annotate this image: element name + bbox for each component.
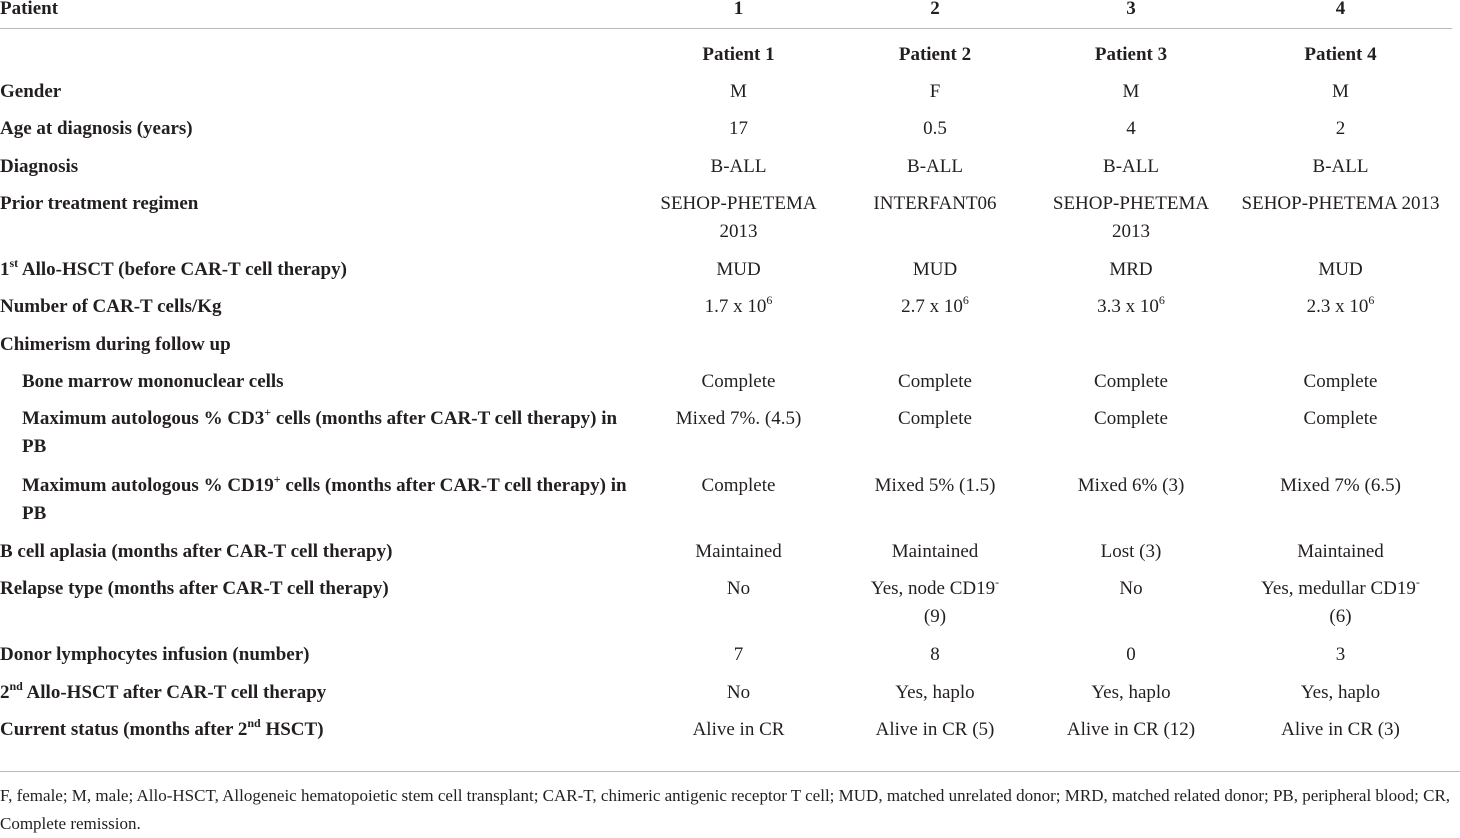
cell-value: 3.3 x 10	[1097, 296, 1159, 317]
table-row	[0, 538, 1452, 575]
table-row	[0, 575, 1452, 641]
cell-value: B-ALL	[710, 156, 767, 177]
table-row	[0, 472, 1452, 538]
cell-value: Maintained	[1297, 541, 1384, 562]
cell-patient-3	[1033, 538, 1229, 575]
cell-superscript: -	[1415, 574, 1420, 589]
row-label-post: cells (months after CAR-T cell therapy) in PB	[22, 408, 618, 457]
cell-patient-2	[837, 190, 1033, 256]
cell-patient-1	[640, 405, 837, 472]
cell-value-continued: (9)	[923, 606, 947, 627]
table-row	[0, 78, 1452, 115]
subheader-patient-4: Patient 4	[1304, 44, 1377, 65]
cell-value: Complete	[701, 371, 776, 392]
row-label	[0, 679, 640, 716]
row-label-sup: nd	[247, 715, 261, 730]
cell-patient-2	[837, 293, 1033, 331]
data-rows	[0, 78, 1452, 753]
cell-value: Complete	[701, 475, 776, 496]
cell-value: Alive in CR	[692, 719, 785, 740]
cell-patient-2	[837, 405, 1033, 472]
cell-patient-3	[1033, 153, 1229, 190]
cell-patient-4	[1229, 78, 1452, 115]
cell-value: 3	[1335, 644, 1346, 665]
cell-patient-4	[1229, 538, 1452, 575]
table-row	[0, 293, 1452, 331]
row-label-text: Diagnosis	[0, 156, 79, 177]
cell-patient-2	[837, 575, 1033, 641]
row-label-text: Chimerism during follow up	[0, 334, 231, 355]
cell-patient-3	[1033, 115, 1229, 153]
cell-value: Mixed 7% (6.5)	[1280, 475, 1401, 496]
cell-value: MUD	[716, 259, 761, 280]
cell-value: Yes, node CD19	[870, 578, 996, 599]
cell-value: No	[726, 578, 751, 599]
cell-patient-1	[640, 575, 837, 641]
row-label	[0, 293, 640, 331]
cell-value: B-ALL	[1103, 156, 1159, 177]
row-label	[0, 716, 640, 753]
row-label-pre: 1	[0, 259, 10, 280]
cell-value: Yes, haplo	[895, 682, 975, 703]
cell-value: Lost (3)	[1100, 541, 1162, 562]
header-label: Patient	[0, 0, 59, 19]
row-label-post: cells (months after CAR-T cell therapy) in PB	[22, 475, 627, 524]
row-label-sup: st	[9, 255, 19, 270]
table-row	[0, 716, 1452, 753]
table-row	[0, 153, 1452, 190]
cell-value: Complete	[898, 408, 972, 429]
cell-patient-3	[1033, 405, 1229, 472]
cell-patient-4	[1229, 190, 1452, 256]
cell-patient-4	[1229, 679, 1452, 716]
table-row	[0, 405, 1452, 472]
cell-patient-1	[640, 256, 837, 293]
row-label-pre: Maximum autologous % CD19	[22, 475, 274, 496]
header-row	[0, 0, 1452, 29]
cell-patient-4	[1229, 368, 1452, 405]
cell-patient-2	[837, 115, 1033, 153]
cell-value: Alive in CR (3)	[1281, 719, 1400, 740]
cell-patient-1	[640, 368, 837, 405]
cell-patient-1	[640, 115, 837, 153]
row-label-post: Allo-HSCT (before CAR-T cell therapy)	[18, 259, 347, 280]
cell-patient-3	[1033, 641, 1229, 679]
cell-value: 0.5	[923, 118, 947, 139]
cell-patient-3	[1033, 331, 1229, 368]
cell-patient-2	[837, 78, 1033, 115]
cell-patient-2	[837, 716, 1033, 753]
footnote: F, female; M, male; Allo-HSCT, Allogeneic hematopoietic stem cell transplant; CAR-T, chimeric antigenic receptor T cell; MUD, matched unrelated donor; MRD, matched related donor; PB, peripheral blood; CR, Complete remission.	[0, 786, 1451, 833]
cell-patient-4	[1229, 575, 1452, 641]
row-label	[0, 115, 640, 153]
cell-value: SEHOP-PHETEMA 2013	[1241, 193, 1440, 214]
cell-patient-3	[1033, 368, 1229, 405]
cell-value: 4	[1126, 118, 1136, 139]
row-label	[0, 472, 640, 538]
row-label	[0, 641, 640, 679]
cell-patient-1	[640, 538, 837, 575]
cell-value: Alive in CR (12)	[1066, 719, 1196, 740]
row-label-pre: Maximum autologous % CD3	[22, 408, 265, 429]
cell-value: 1.7 x 10	[704, 296, 767, 317]
subheader-patient-3: Patient 3	[1094, 44, 1168, 65]
cell-patient-4	[1229, 293, 1452, 331]
row-label	[0, 575, 640, 641]
table-row	[0, 115, 1452, 153]
cell-patient-2	[837, 368, 1033, 405]
row-label	[0, 256, 640, 293]
header-col-2: 2	[930, 0, 940, 19]
row-label-post: HSCT)	[260, 719, 324, 740]
cell-value: Yes, haplo	[1300, 682, 1381, 703]
cell-patient-4	[1229, 115, 1452, 153]
cell-patient-1	[640, 78, 837, 115]
table-row	[0, 331, 1452, 368]
cell-value: SEHOP-PHETEMA 2013	[660, 193, 817, 242]
cell-value: Complete	[1303, 408, 1378, 429]
header-col-3: 3	[1126, 0, 1136, 19]
cell-value: 2	[1335, 118, 1346, 139]
row-label-sup: nd	[9, 678, 23, 693]
cell-value: Maintained	[695, 541, 782, 562]
cell-patient-1	[640, 293, 837, 331]
row-label-pre: 2	[0, 682, 10, 703]
cell-value: MUD	[1318, 259, 1363, 280]
cell-patient-1	[640, 190, 837, 256]
table-row	[0, 679, 1452, 716]
cell-value: Complete	[1303, 371, 1378, 392]
table-row	[0, 368, 1452, 405]
row-label	[0, 368, 640, 405]
cell-patient-1	[640, 153, 837, 190]
cell-exponent: 6	[962, 292, 969, 307]
cell-value: Complete	[1094, 408, 1168, 429]
cell-patient-1	[640, 641, 837, 679]
cell-value-continued: (6)	[1329, 606, 1352, 627]
cell-patient-3	[1033, 679, 1229, 716]
cell-value: Mixed 6% (3)	[1077, 475, 1185, 496]
row-label-sup: +	[264, 404, 272, 419]
cell-patient-4	[1229, 641, 1452, 679]
cell-value: F	[929, 81, 941, 102]
subheader-patient-1: Patient 1	[702, 44, 775, 65]
row-label	[0, 190, 640, 256]
table-row	[0, 641, 1452, 679]
cell-value: MUD	[912, 259, 958, 280]
cell-patient-1	[640, 331, 837, 368]
cell-value: 2.7 x 10	[901, 296, 963, 317]
cell-value: Maintained	[891, 541, 979, 562]
row-label-text: Number of CAR-T cells/Kg	[0, 296, 222, 317]
cell-patient-2	[837, 256, 1033, 293]
cell-exponent: 6	[1158, 292, 1165, 307]
cell-value: B-ALL	[1312, 156, 1369, 177]
row-label-text: Relapse type (months after CAR-T cell therapy)	[0, 578, 389, 599]
cell-exponent: 6	[766, 292, 773, 307]
row-label-text: Donor lymphocytes infusion (number)	[0, 644, 310, 665]
cell-value: M	[730, 81, 747, 102]
cell-value: Mixed 5% (1.5)	[874, 475, 996, 496]
cell-patient-3	[1033, 575, 1229, 641]
cell-patient-3	[1033, 472, 1229, 538]
cell-patient-2	[837, 538, 1033, 575]
row-label-pre: Current status (months after 2	[0, 719, 248, 740]
cell-patient-4	[1229, 716, 1452, 753]
subheader-patient-2: Patient 2	[898, 44, 972, 65]
cell-patient-2	[837, 331, 1033, 368]
row-label	[0, 78, 640, 115]
row-label-text: Prior treatment regimen	[0, 193, 199, 214]
subheader-row	[0, 41, 1452, 78]
cell-value: No	[1119, 578, 1143, 599]
cell-value: Complete	[898, 371, 972, 392]
cell-patient-2	[837, 679, 1033, 716]
cell-patient-4	[1229, 153, 1452, 190]
cell-patient-4	[1229, 472, 1452, 538]
row-label	[0, 331, 640, 368]
cell-patient-2	[837, 472, 1033, 538]
cell-value: No	[726, 682, 751, 703]
header-col-4: 4	[1335, 0, 1346, 19]
cell-patient-2	[837, 153, 1033, 190]
cell-value: M	[1122, 81, 1140, 102]
cell-value: Yes, haplo	[1091, 682, 1171, 703]
row-label-text: Gender	[0, 81, 62, 102]
cell-value: B-ALL	[907, 156, 963, 177]
footer-rule	[0, 771, 1460, 772]
row-label	[0, 153, 640, 190]
row-label	[0, 405, 640, 472]
cell-value: SEHOP-PHETEMA 2013	[1052, 193, 1210, 242]
row-label-sup: +	[273, 471, 281, 486]
cell-value: Mixed 7%. (4.5)	[675, 408, 802, 429]
cell-value: 0	[1126, 644, 1136, 665]
row-label-text: B cell aplasia (months after CAR-T cell therapy)	[0, 541, 393, 562]
cell-patient-1	[640, 679, 837, 716]
cell-patient-4	[1229, 256, 1452, 293]
cell-value: 8	[930, 644, 940, 665]
table-row	[0, 190, 1452, 256]
row-label-post: Allo-HSCT after CAR-T cell therapy	[22, 682, 327, 703]
cell-patient-3	[1033, 716, 1229, 753]
header-col-1: 1	[733, 0, 744, 19]
row-label	[0, 538, 640, 575]
cell-patient-4	[1229, 331, 1452, 368]
cell-value: 17	[729, 118, 748, 139]
cell-superscript: -	[995, 574, 1000, 589]
cell-value: Yes, medullar CD19	[1261, 578, 1416, 599]
cell-patient-3	[1033, 293, 1229, 331]
cell-patient-3	[1033, 190, 1229, 256]
cell-value: M	[1332, 81, 1349, 102]
cell-patient-2	[837, 641, 1033, 679]
cell-value: Complete	[1094, 371, 1168, 392]
row-label-text: Age at diagnosis (years)	[0, 118, 193, 139]
cell-patient-3	[1033, 78, 1229, 115]
cell-patient-3	[1033, 256, 1229, 293]
cell-value: 2.3 x 10	[1306, 296, 1369, 317]
cell-value: 7	[733, 644, 744, 665]
cell-patient-4	[1229, 405, 1452, 472]
cell-patient-1	[640, 716, 837, 753]
cell-value: MRD	[1109, 259, 1153, 280]
cell-value: Alive in CR (5)	[875, 719, 995, 740]
row-label-text: Bone marrow mononuclear cells	[22, 371, 284, 392]
cell-value: INTERFANT06	[873, 193, 997, 214]
table-row	[0, 256, 1452, 293]
cell-exponent: 6	[1368, 292, 1375, 307]
cell-patient-1	[640, 472, 837, 538]
